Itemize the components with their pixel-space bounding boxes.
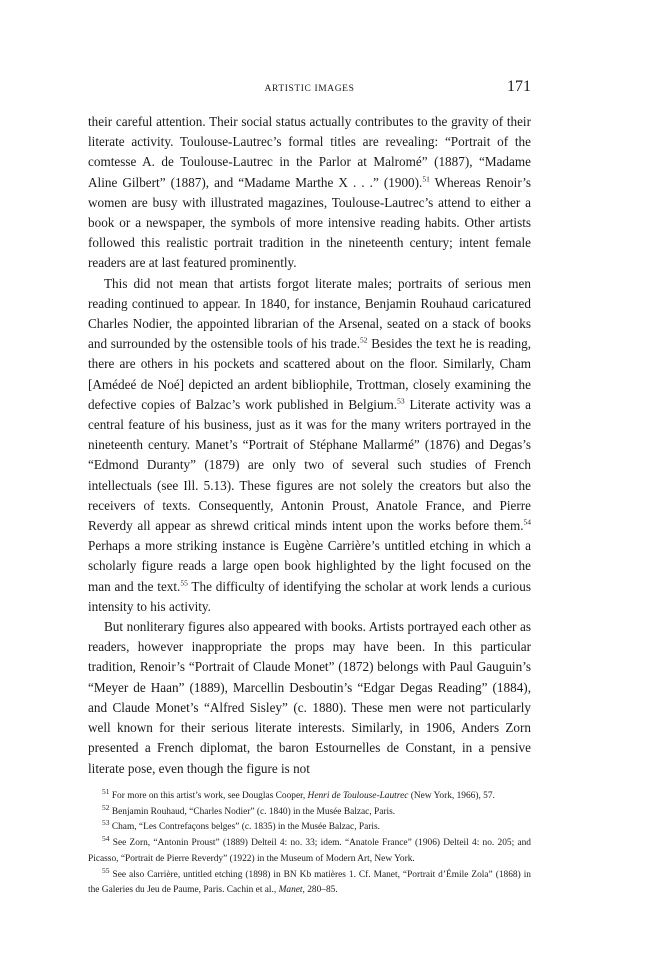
footnotes: [88, 786, 531, 900]
text-run: their careful attention. Their social status actually contributes to the gravity of their literate activity. Toulouse-Lautrec’s formal titles are revealing: “Portrait of the comtesse A. de Toulouse-Lautrec in the Parlor at Malromé” (1887), “Madame Aline Gilbert” (1887), and “Madame Marthe X . . .” (1900).: [88, 114, 531, 190]
note-ref-53: 53: [397, 396, 405, 406]
footnote-text: See Zorn, “Antonin Proust” (1889) Delteil 4: no. 33; idem. “Anatole France” (1906) Delteil 4: no. 205; and Picasso, “Portrait de Pierre Reverdy” (1922) in the Museum of Modern Art, New York.: [88, 838, 531, 864]
footnote-text: See also Carrière, untitled etching (1898) in BN Kb matières 1. Cf. Manet, “Portrait d’Émile Zola” (1868) in the Galeries du Jeu de Paume, Paris. Cachin et al.,: [88, 869, 531, 896]
text-run: Whereas Renoir’s women are busy with illustrated magazines, Toulouse-Lautrec’s attend to either a book or a newspaper, the symbols of more intensive reading habits. Other artists followed this realistic portrait tradition in the nineteenth century; intent female readers are at last featured prominently.: [88, 174, 531, 271]
footnote-number: 51: [102, 786, 110, 796]
page-number: 171: [507, 78, 531, 95]
note-ref-51: 51: [422, 174, 430, 184]
footnote-55: [88, 865, 531, 900]
footnote-text: Benjamin Rouhaud, “Charles Nodier” (c. 1840) in the Musée Balzac, Paris.: [109, 806, 396, 817]
book-page: [88, 78, 531, 899]
footnote-number: 53: [102, 818, 110, 828]
paragraph-1: [88, 112, 531, 274]
note-ref-55: 55: [180, 578, 188, 588]
footnote-number: 52: [102, 802, 110, 812]
text-run: Perhaps a more striking instance is Eugène Carrière’s untitled etching in which a scholarly figure reads a large open book highlighted by the light focused on the man and the text.: [88, 538, 531, 594]
text-run: The difficulty of identifying the scholar at work lends a curious intensity to his activity.: [88, 578, 532, 614]
footnote-text: Cham, “Les Contrefaçons belges” (c. 1835) in the Musée Balzac, Paris.: [109, 822, 380, 833]
book-title: Manet: [278, 885, 303, 896]
book-title: Henri de Toulouse-Lautrec: [307, 790, 409, 801]
running-head: ARTISTIC IMAGES: [264, 84, 355, 94]
footnote-53: [88, 820, 531, 836]
footnote-54: [88, 833, 531, 868]
paragraph-2: [88, 274, 531, 617]
text-run: Literate activity was a central feature of his business, just as it was for the many writers portrayed in the nineteenth century. Manet’s “Portrait of Stéphane Mallarmé” (1876) and Degas’s “Edmond Duranty” (1879) are only two of several such studies of French intellectuals (see Ill. 5.13). These figures are not solely the creators but also the receivers of texts. Consequently, Antonin Proust, Anatole France, and Pierre Reverdy all appear as shrewd critical minds intent upon the works before them.: [88, 396, 531, 534]
note-ref-52: 52: [360, 335, 368, 345]
text-run: Besides the text he is reading, there are others in his pockets and scattered about on the floor. Similarly, Cham [Amédeé de Noé] depicted an ardent bibliophile, Trottman, closely examining the defective copies of Balzac’s work published in Belgium.: [88, 336, 531, 412]
text-run: This did not mean that artists forgot literate males; portraits of serious men reading continued to appear. In 1840, for instance, Benjamin Rouhaud caricatured Charles Nodier, the appointed librarian of the Arsenal, seated on a stack of books and surrounded by the ostensible tools of his trade.: [88, 275, 531, 352]
footnote-number: 54: [102, 833, 110, 843]
body-text: [88, 112, 531, 779]
page-header: [88, 78, 531, 102]
footnote-text: , 280–85.: [302, 885, 338, 896]
footnote-52: [88, 802, 531, 821]
footnote-number: 55: [102, 865, 110, 875]
footnote-text: For more on this artist’s work, see Douglas Cooper,: [109, 790, 308, 801]
footnote-text: (New York, 1966), 57.: [408, 790, 495, 801]
paragraph-3: But nonliterary figures also appeared with books. Artists portrayed each other as readers, however inappropriate the props may have been. In this particular tradition, Renoir’s “Portrait of Claude Monet” (1872) belongs with Paul Gauguin’s “Meyer de Haan” (1889), Marcellin Desboutin’s “Edgar Degas Reading” (1884), and Claude Monet’s “Alfred Sisley” (c. 1880). These men were not particularly well known for their serious literate interests. Similarly, in 1906, Anders Zorn presented a French diplomat, the baron Estournelles de Constant, in a pensive literate pose, even though the figure is not: [88, 619, 531, 776]
note-ref-54: 54: [523, 517, 531, 527]
footnote-51: [88, 786, 531, 805]
